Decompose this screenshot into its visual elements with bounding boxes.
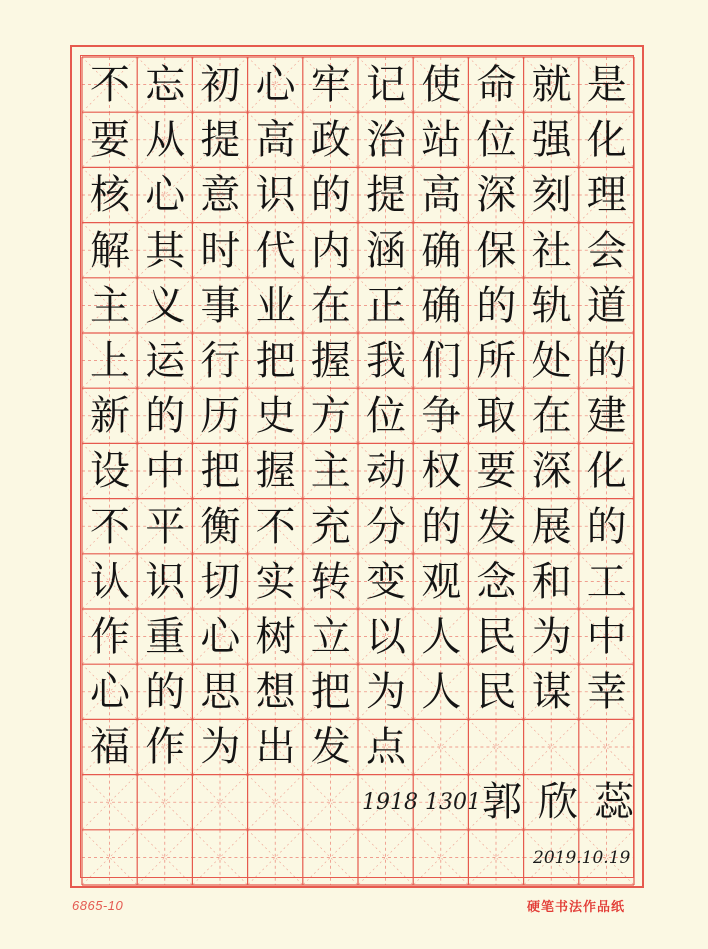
text-char: 的	[310, 172, 351, 219]
text-char: 使	[421, 62, 462, 108]
text-char: 是	[586, 62, 627, 108]
text-char: 谋	[531, 669, 572, 716]
text-char: 变	[366, 558, 406, 605]
text-char: 中	[586, 614, 627, 660]
text-char: 意	[200, 172, 241, 219]
text-char: 握	[255, 448, 296, 495]
paper-code: 6865-10	[72, 898, 124, 913]
text-char: 的	[586, 503, 627, 550]
text-char: 保	[476, 227, 517, 274]
text-char: 要	[476, 448, 517, 495]
text-char: 内	[310, 227, 351, 274]
text-char: 心	[200, 614, 241, 660]
text-char: 治	[366, 117, 406, 164]
text-char: 初	[200, 62, 241, 108]
text-char: 代	[255, 227, 296, 274]
text-char: 的	[586, 338, 627, 384]
text-char: 人	[421, 614, 462, 660]
text-char: 历	[200, 393, 241, 440]
text-char: 心	[145, 172, 186, 219]
text-char: 幸	[586, 669, 627, 716]
text-char: 重	[145, 614, 186, 660]
text-char: 政	[310, 117, 351, 164]
text-char: 我	[366, 338, 406, 384]
text-char: 在	[310, 282, 351, 329]
text-char: 点	[366, 724, 406, 771]
text-char: 想	[255, 669, 296, 716]
signature-char-1: 郭	[482, 779, 522, 825]
text-char: 立	[310, 614, 351, 660]
text-char: 心	[255, 62, 296, 108]
text-char: 不	[90, 62, 130, 108]
text-char: 把	[255, 338, 296, 384]
text-char: 认	[90, 558, 130, 605]
signature-date: 2019.10.19	[533, 848, 631, 868]
text-char: 民	[476, 614, 517, 660]
text-char: 深	[476, 172, 517, 219]
text-char: 忘	[145, 62, 186, 108]
text-char: 转	[310, 558, 351, 605]
text-char: 发	[476, 503, 517, 550]
text-char: 会	[586, 227, 627, 274]
text-char: 牢	[310, 62, 351, 108]
text-char: 记	[366, 62, 406, 108]
text-char: 的	[145, 393, 186, 440]
text-char: 切	[200, 558, 241, 605]
text-char: 衡	[200, 503, 241, 550]
text-char: 建	[586, 393, 627, 440]
text-char: 运	[145, 338, 186, 384]
text-char: 为	[531, 614, 572, 660]
text-char: 心	[90, 669, 130, 716]
text-char: 人	[421, 669, 462, 716]
text-char: 解	[90, 227, 130, 274]
text-char: 新	[90, 393, 130, 440]
text-char: 刻	[531, 172, 572, 219]
text-char: 义	[145, 282, 186, 329]
text-char: 社	[531, 227, 572, 274]
text-char: 处	[531, 338, 572, 384]
text-char: 化	[586, 448, 627, 495]
text-char: 的	[145, 669, 186, 716]
text-char: 高	[421, 172, 462, 219]
text-char: 正	[366, 282, 406, 329]
text-char: 高	[255, 117, 296, 164]
text-char: 就	[531, 62, 572, 108]
text-char: 要	[90, 117, 130, 164]
text-char: 道	[586, 282, 627, 329]
text-char: 权	[421, 448, 462, 495]
text-char: 动	[366, 448, 406, 495]
text-char: 作	[90, 614, 130, 660]
text-char: 民	[476, 669, 517, 716]
text-char: 识	[255, 172, 296, 219]
text-char: 时	[200, 227, 241, 274]
text-char: 为	[366, 669, 406, 716]
text-char: 涵	[366, 227, 406, 274]
text-char: 行	[200, 338, 241, 384]
text-char: 争	[421, 393, 462, 440]
text-char: 命	[476, 62, 517, 108]
text-char: 事	[200, 282, 241, 329]
text-char: 的	[476, 282, 517, 329]
text-char: 深	[531, 448, 572, 495]
text-char: 从	[145, 117, 186, 164]
text-char: 上	[90, 338, 130, 384]
text-char: 设	[90, 448, 130, 495]
text-char: 提	[200, 117, 241, 164]
signature-char-3: 蕊	[594, 779, 634, 825]
text-char: 把	[310, 669, 351, 716]
text-char: 不	[255, 503, 296, 550]
text-char: 念	[476, 558, 517, 605]
text-char: 在	[531, 393, 572, 440]
text-char: 福	[90, 724, 130, 771]
text-char: 提	[366, 172, 406, 219]
text-char: 取	[476, 393, 517, 440]
text-char: 展	[531, 503, 572, 550]
text-char: 确	[421, 227, 462, 274]
text-char: 核	[90, 172, 130, 219]
text-char: 中	[145, 448, 186, 495]
text-char: 作	[145, 724, 186, 771]
text-char: 站	[421, 117, 462, 164]
text-char: 不	[90, 503, 130, 550]
text-char: 确	[421, 282, 462, 329]
text-char: 强	[531, 117, 572, 164]
text-char: 主	[310, 448, 351, 495]
text-char: 发	[310, 724, 351, 771]
text-char: 为	[200, 724, 241, 771]
text-char: 方	[310, 393, 351, 440]
paper-brand: 硬笔书法作品纸	[527, 900, 626, 915]
text-char: 主	[90, 282, 130, 329]
text-char: 树	[255, 614, 296, 660]
text-char: 业	[255, 282, 296, 329]
text-char: 理	[586, 172, 627, 219]
text-char: 识	[145, 558, 186, 605]
text-char: 分	[366, 503, 406, 550]
text-char: 所	[476, 338, 517, 384]
text-char: 和	[531, 558, 572, 605]
text-char: 史	[255, 393, 296, 440]
text-char: 思	[200, 669, 241, 716]
text-char: 位	[366, 393, 406, 440]
text-char: 握	[310, 338, 351, 384]
text-char: 实	[255, 558, 296, 605]
text-char: 其	[145, 227, 186, 274]
text-char: 观	[421, 558, 462, 605]
text-char: 位	[476, 117, 517, 164]
text-char: 把	[200, 448, 241, 495]
text-char: 的	[421, 503, 462, 550]
text-char: 出	[255, 724, 296, 771]
text-char: 轨	[531, 282, 572, 329]
student-number: 1918 1301	[362, 790, 481, 815]
text-char: 化	[586, 117, 627, 164]
signature-char-2: 欣	[538, 779, 578, 825]
text-char: 以	[366, 614, 406, 660]
text-char: 充	[310, 503, 351, 550]
text-char: 工	[586, 558, 627, 605]
text-char: 平	[145, 503, 186, 550]
text-char: 们	[421, 338, 462, 384]
